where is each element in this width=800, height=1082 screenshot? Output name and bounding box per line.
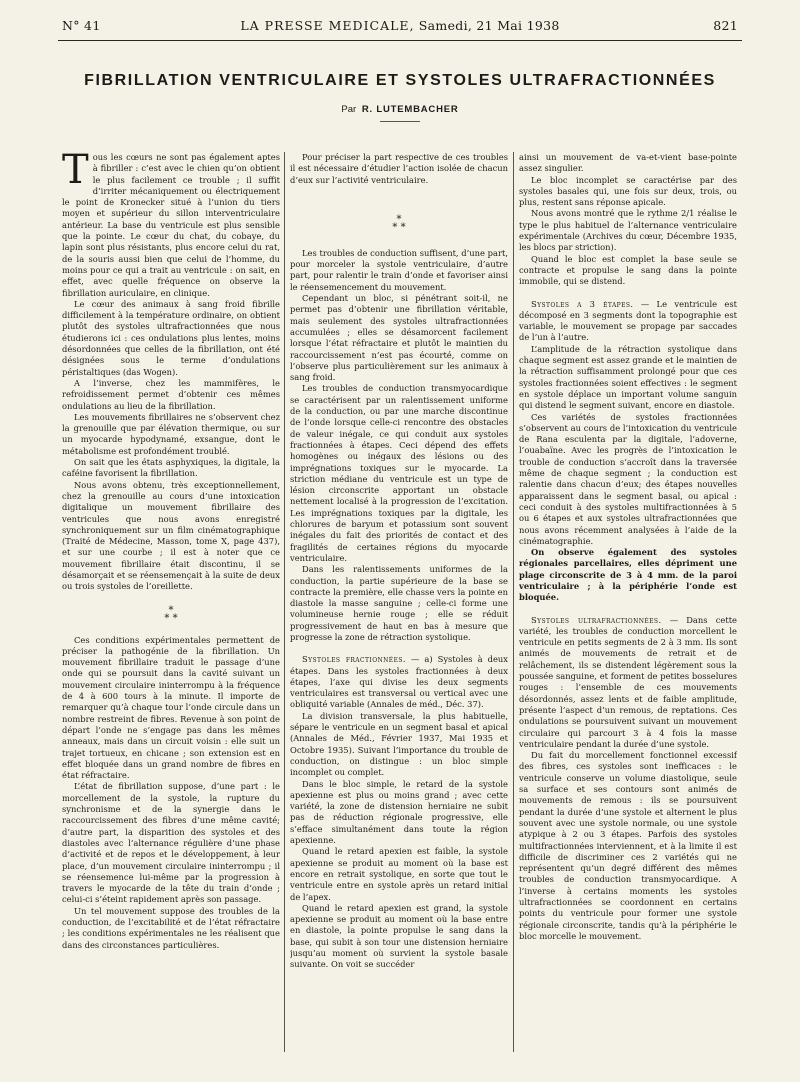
paragraph: On sait que les états asphyxiques, la digitale, la caféine favorisent la fibrillation. [62,457,280,479]
paragraph-text: — a) Systoles à deux étapes. Dans les systoles fractionnées à deux étapes, l’axe qui divise les deux segments ventriculaires est transversal ou vertical avec une obliquité variable (Annales de méd., Déc. 37). [290,654,508,710]
paragraph: Quand le bloc est complet la base seule se contracte et propulse le sang dans la pointe immobile, qui se distend. [519,253,737,287]
paragraph [519,299,737,344]
paragraph-text: — Le ventricule est décomposé en 3 segments dont la topographie est variable, le mouvement se propage par saccades de l’un à l’autre. [519,298,737,343]
paragraph: Du fait du morcellement fonctionnel excessif des fibres, ces systoles sont inefficaces : le ventricule conserve un volume diastolique, seule sa surface et ses contours sont animés de mouvements de remous : ils se poursuivent pendant la durée d’une systole et alternent le plus souvent avec une systole normale, ou une systole atypique à 2 ou 3 étapes. Parfois des systoles multifractionnées interviennent, et à la limite il est difficile de discriminer ces 2 variétés qui ne représentent qu’un degré différent des mêmes troubles de conduction transmyocardique. A l’inverse à certains moments les systoles ultrafractionnées se coordonnent en certains points du ventricule pour former une systole régionale circonscrite, tandis qu’à la périphérie le bloc morcelle le mouvement. [519,750,737,941]
paragraph: On observe également des systoles régionales parcellaires, elles dépriment une plage circonscrite de 3 à 4 mm. de la paroi ventriculaire ; à la périphérie l’onde est bloquée. [519,547,737,603]
journal-line [62,18,738,33]
issue-number: N° 41 [62,18,101,33]
running-header [62,18,738,38]
paragraph: Ces variétés de systoles fractionnées s’observent au cours de l’intoxication du ventricule de Rana esculenta par la digitale, l’adoverne, l’ouabaïne. Avec les progrès de l’intoxication le trouble de conduction s’accroît dans la traversée même de chaque segment ; la conduction est ralentie dans chacun d’eux; des étapes nouvelles apparaissent dans le segment basal, ou apical : ceci conduit à des systoles multifractionnées à 5 ou 6 étapes et aux systoles ultrafractionnées que nous avons récemment analysées à l’aide de la cinématographie. [519,411,737,546]
byline-prefix: Par [341,104,357,115]
paragraph: Dans le bloc simple, le retard de la systole apexienne est plus ou moins grand ; avec cette variété, la zone de distension herniaire ne subit pas de réduction régionale progressive, elle s’efface simultanément dans toute la région apexienne. [290,778,508,846]
article-title: FIBRILLATION VENTRICULAIRE ET SYSTOLES ULTRAFRACTIONNÉES [84,72,716,89]
paragraph [62,152,280,299]
paragraph-text: ous les cœurs ne sont pas également aptes à fibriller : c’est avec le chien qu’on obtient le plus facilement ce trouble ; il suffit d’irriter mécaniquement ou électriquement le point de Kronecker situé à l’union du tiers moyen et supérieur du sillon interventriculaire antérieur. La base du ventricule est plus sensible que la pointe. Le cœur du chat, du cobaye, du lapin sont plus résistants, plus encore celui du rat, de la souris aussi bien que celui de l’homme, du moins pour ce qui a trait au ventricule : on sait, en effet, avec quelle fréquence on observe la fibrillation auriculaire, en clinique. [62,152,280,298]
section-heading: Systoles a 3 étapes. [531,298,634,309]
author-name: R. LUTEMBACHER [361,104,459,115]
byline-rule [380,121,420,122]
paragraph: Le cœur des animaux à sang froid fibrille difficilement à la température ordinaire, on obtient plutôt des systoles ultrafractionnées que nous étudierons ici : ces ondulations plus lentes, moins désordonnées que celles de la fibrillation, ont été désignées sous le terme d’ondulations péristaltiques (das Wogen). [62,298,280,377]
paragraph: Nous avons obtenu, très exceptionnellement, chez la grenouille au cours d’une intoxication digitalique un mouvement fibrillaire des ventricules que nous avons enregistré synchroniquement sur un film cinématographique (Traité de Médecine, Masson, tome X, page 437), et sur une courbe ; il est à noter que ce mouvement fibrillaire était discontinu, il se désamorçait et se réensemençait à la suite de deux ou trois systoles de l’oreillette. [62,479,280,592]
paragraph: ainsi un mouvement de va-et-vient base-pointe assez singulier. [519,152,737,174]
section-heading: Systoles ultrafractionnées. [531,614,662,625]
issue-date: Samedi, 21 Mai 1938 [418,18,560,33]
paragraph: Nous avons montré que le rythme 2/1 réalise le type le plus habituel de l’alternance ventriculaire expérimentale (Archives du cœur, Décembre 1935, les blocs par striction). [519,208,737,253]
text-column-3 [519,152,737,1057]
paragraph: Pour préciser la part respective de ces troubles il est nécessaire d’étudier l’action isolée de chacun d’eux sur l’activité ventriculaire. [290,152,508,185]
section-separator: * * * [164,604,178,624]
paragraph: A l’inverse, chez les mammifères, le refroidissement permet d’obtenir ces mêmes ondulations au lieu de la fibrillation. [62,377,280,411]
section-heading: Systoles fractionnées. [302,654,406,665]
paragraph: Quand le retard apexien est grand, la systole apexienne se produit au moment où la base entre en diastole, la pointe propulse le sang dans la base, qui subit à son tour une distension herniaire jusqu’au moment où survient la systole basale suivante. On voit se succéder [290,902,508,970]
text-column-1 [62,152,280,1057]
paragraph: Ces conditions expérimentales permettent de préciser la pathogénie de la fibrillation. Un mouvement fibrillaire traduit le passage d’une onde qui se poursuit dans la cavité suivant un mouvement circulaire ininterrompu à la fréquence de 4 à 600 tours à la minute. Il importe de remarquer qu’à chaque tour l’onde circule dans un nombre restreint de fibres. Revenue à son point de départ l’onde ne s’engage pas dans les mêmes anneaux, mais dans un circuit voisin : elle suit un trajet tortueux, en chicane ; son extension est en effet bloquée dans un grand nombre de fibres en état réfractaire. [62,634,280,781]
paragraph: Cependant un bloc, si pénétrant soit-il, ne permet pas d’obtenir une fibrillation véritable, mais seulement des systoles ultrafractionnées accumulées ; elles se désamorcent facilement lorsque l’état réfractaire et plutôt le maintien du raccourcissement n’est pas écourté, comme on l’observe plus particulièrement sur les animaux à sang froid. [290,293,508,383]
drop-cap: T [62,152,89,193]
paragraph: La division transversale, la plus habituelle, sépare le ventricule en un segment basal et apical (Annales de Méd., Février 1937, Mai 1935 et Octobre 1935). Suivant l’importance du trouble de conduction, on distingue : un bloc simple incomplet ou complet. [290,710,508,778]
paragraph: L’état de fibrillation suppose, d’une part : le morcellement de la systole, la rupture du synchronisme et de la synergie dans le raccourcissement des fibres d’une même cavité; d’autre part, la disparition des systoles et des diastoles avec l’alternance régulière d’une phase d’activité et de repos et le développement, à leur place, d’un mouvement circulaire ininterrompu ; il se réensemence lui-même par la progression à travers le myocarde de la tête du train d’onde ; celui-ci s’éteint rapidement après son passage. [62,781,280,905]
paragraph [519,615,737,751]
paragraph: Les troubles de conduction suffisent, d’une part, pour morceler la systole ventriculaire, d’autre part, pour ralentir le train d’onde et favoriser ainsi le réensemencement du mouvement. [290,247,508,292]
paragraph: Le bloc incomplet se caractérise par des systoles basales qui, une fois sur deux, trois, ou plus, restent sans réponse apicale. [519,174,737,208]
column-divider [284,152,285,1052]
page-number: 821 [713,18,738,33]
paragraph: Les troubles de conduction transmyocardique se caractérisent par un ralentissement uniforme de la conduction, ou par une marche discontinue de l’onde lorsque celle-ci rencontre des obstacles de valeur inégale, ce qui conduit aux systoles fractionnées à étapes. Ceci dépend des effets homogènes ou inégaux des lésions ou des imprégnations toxiques sur le myocarde. La striction médiane du ventricule est un type de lésion circonscrite apportant un obstacle nettement localisé à la progression de l’excitation. Les imprégnations toxiques par la digitale, les chlorures de baryum et potassium sont souvent inégales du fait des priorités de contact et des fragilités de certaines régions du myocarde ventriculaire. [290,383,508,563]
header-rule [58,40,742,41]
text-column-2 [290,152,508,1057]
paragraph: Dans les ralentissements uniformes de la conduction, la partie supérieure de la base se contracte la première, elle chasse vers la pointe en diastole la masse sanguine ; celle-ci forme une volumineuse hernie rouge ; elle se réduit progressivement de haut en bas à mesure que progresse la zone de rétraction systolique. [290,564,508,642]
paragraph-text: — Dans cette variété, les troubles de conduction morcellent le ventricule en petits segments de 2 à 3 mm. Ils sont animés de mouvements de retrait et de relâchement, ils se distendent légèrement sous la poussée sanguine, et forment de petites bosselures rouges : l’ensemble de ces mouvements désordonnés, assez lents et de faible amplitude, présente l’aspect d’un remous, de reptations. Ces ondulations se poursuivent suivant un mouvement circulaire qui parcourt 3 à 4 fois la masse ventriculaire pendant la durée d’une systole. [519,614,737,749]
paragraph: Un tel mouvement suppose des troubles de la conduction, de l’excitabilité et de l’état réfractaire ; les conditions expérimentales ne les réalisent que dans des circonstances particulières. [62,905,280,950]
paragraph [290,654,508,710]
paragraph: Quand le retard apexien est faible, la systole apexienne se produit au moment où la base est encore en retrait systolique, en sorte que tout le ventricule entre en systole après un retard initial de l’apex. [290,846,508,902]
journal-name: LA PRESSE MEDICALE, [240,18,415,33]
paragraph: L’amplitude de la rétraction systolique dans chaque segment est assez grande et le maintien de la rétraction suffisamment prolongé pour que ces systoles fractionnées soient effectives : le segment en systole déplace un important volume sanguin qui distend le segment suivant, encore en diastole. [519,343,737,411]
section-separator: * * * [392,213,406,233]
paragraph: Les mouvements fibrillaires ne s’observent chez la grenouille que par élévation thermique, ou sur un myocarde hypodynamé, exsangue, dont le métabolisme est profondément troublé. [62,411,280,456]
column-divider [513,152,514,1052]
byline [58,104,742,115]
